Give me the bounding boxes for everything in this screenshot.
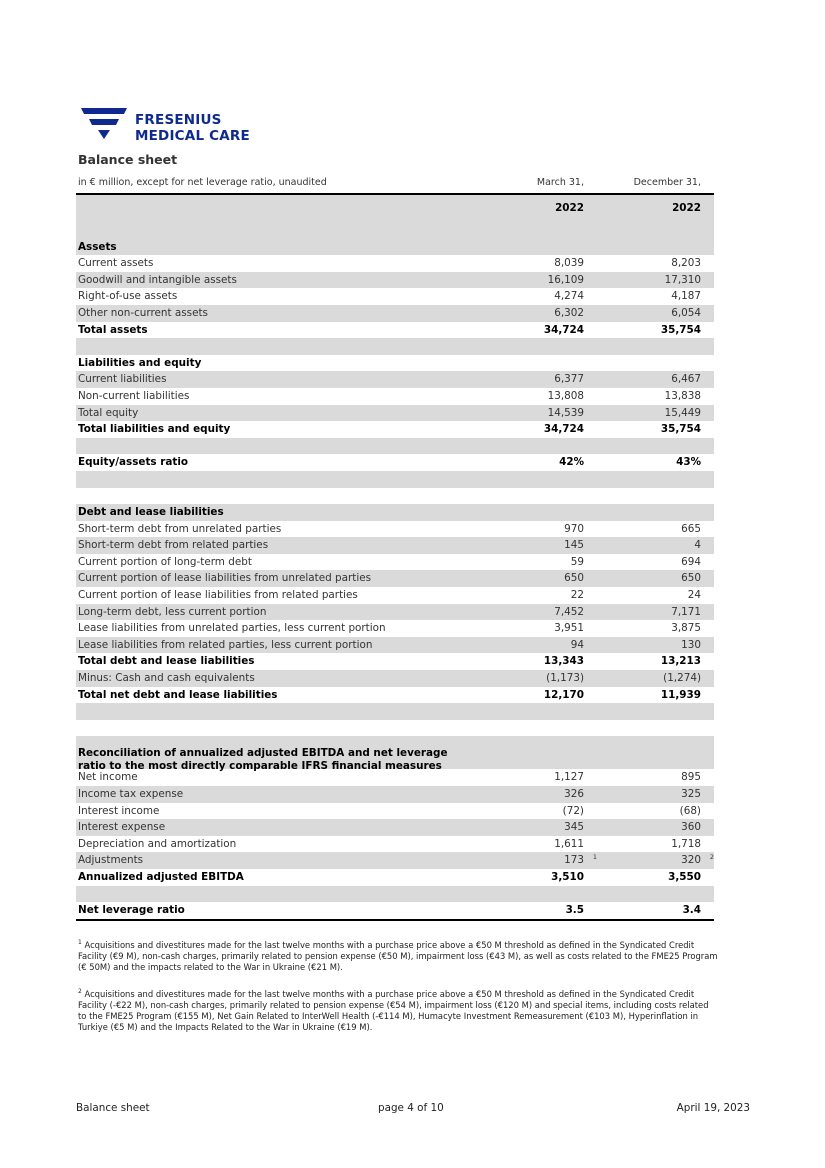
row-label: Annualized adjusted EBITDA (78, 870, 244, 883)
row-label: Current portion of lease liabilities from related parties (78, 589, 358, 602)
year-col2: 2022 (672, 202, 701, 214)
row-label: Current liabilities (78, 373, 167, 386)
section-label: Liabilities and equity (78, 356, 202, 369)
footnote-1-mark: 1 (78, 939, 82, 946)
value-december-2022: 17,310 (664, 273, 701, 286)
value-march-2022: 3,951 (554, 622, 584, 635)
year-col1: 2022 (555, 202, 584, 214)
table-row (76, 836, 714, 853)
footnote-ref-1: 1 (592, 853, 597, 862)
value-march-2022: 326 (564, 788, 584, 800)
logo-text-line1: FRESENIUS (135, 112, 222, 128)
table-row (76, 819, 714, 836)
row-label: Depreciation and amortization (78, 837, 237, 850)
value-march-2022: 13,343 (543, 655, 584, 668)
value-december-2022: 15,449 (664, 406, 701, 419)
spacer-row (76, 338, 714, 355)
table-row (76, 454, 714, 471)
value-december-2022: 43% (676, 456, 701, 469)
table-row (76, 803, 714, 820)
spacer-row (76, 703, 714, 720)
value-december-2022: 665 (681, 522, 701, 535)
value-march-2022: 345 (564, 821, 584, 834)
column-header-march: March 31, (536, 177, 584, 188)
table-row (76, 902, 714, 921)
value-december-2022: 13,838 (664, 389, 701, 402)
table-row (76, 288, 714, 305)
value-december-2022: 8,203 (671, 257, 701, 270)
table-row (76, 554, 714, 571)
spacer-row (76, 438, 714, 455)
spacer-row (76, 222, 714, 239)
value-march-2022: 173 (564, 854, 584, 867)
table-row (76, 637, 714, 654)
footer-left: Balance sheet (76, 1102, 150, 1114)
value-december-2022: 7,171 (671, 605, 701, 618)
table-row (76, 653, 714, 670)
value-march-2022: 1,611 (554, 837, 584, 850)
row-label: Income tax expense (78, 788, 184, 800)
spacer-row (76, 886, 714, 903)
table-row (76, 786, 714, 803)
section-header-row (76, 504, 714, 521)
value-march-2022: (72) (562, 804, 584, 817)
row-label: Goodwill and intangible assets (78, 273, 237, 286)
value-march-2022: (1,173) (546, 672, 584, 685)
balance-sheet-table (76, 195, 714, 921)
row-label: Equity/assets ratio (78, 456, 189, 469)
row-label: Short-term debt from related parties (78, 539, 269, 552)
value-december-2022: 11,939 (660, 688, 701, 701)
row-label: Lease liabilities from unrelated parties, less current portion (78, 622, 386, 635)
row-label: Total liabilities and equity (78, 423, 231, 436)
spacer-row (76, 488, 714, 505)
table-row (76, 852, 714, 869)
section-header-row (76, 736, 714, 773)
value-march-2022: 22 (570, 589, 584, 602)
footnote-2-mark: 2 (78, 987, 82, 995)
page-title: Balance sheet (78, 152, 178, 167)
value-december-2022: 694 (681, 555, 701, 568)
value-march-2022: 34,724 (543, 323, 584, 336)
value-december-2022: 35,754 (660, 323, 701, 336)
row-label: Minus: Cash and cash equivalents (78, 672, 255, 685)
value-december-2022: 895 (681, 771, 701, 784)
value-december-2022: 4,187 (671, 290, 701, 303)
table-row (76, 587, 714, 604)
table-row (76, 388, 714, 405)
row-label: Net income (78, 771, 138, 784)
value-december-2022: 3.4 (682, 904, 701, 917)
value-december-2022: (1,274) (663, 672, 701, 685)
value-march-2022: 6,302 (554, 306, 584, 319)
year-row (76, 195, 714, 222)
table-row (76, 620, 714, 637)
company-logo (80, 106, 280, 146)
value-december-2022: 13,213 (660, 655, 701, 668)
fresenius-logo-icon (80, 106, 128, 146)
row-label: Adjustments (78, 854, 144, 867)
row-label: Interest expense (78, 821, 166, 834)
value-march-2022: 16,109 (547, 273, 584, 286)
value-december-2022: 320 (681, 854, 701, 867)
table-row (76, 322, 714, 339)
row-label: Long-term debt, less current portion (78, 605, 267, 618)
value-december-2022: 360 (681, 821, 701, 834)
value-march-2022: 12,170 (543, 688, 584, 701)
value-march-2022: 13,808 (547, 389, 584, 402)
logo-text-line2: MEDICAL CARE (135, 128, 250, 144)
column-header (78, 177, 713, 194)
table-row (76, 670, 714, 687)
column-header-december: December 31, (633, 177, 701, 188)
table-row (76, 521, 714, 538)
row-label: Total equity (78, 406, 139, 419)
table-row (76, 421, 714, 438)
value-december-2022: (68) (679, 804, 701, 817)
value-march-2022: 650 (564, 572, 584, 585)
row-label: Current portion of lease liabilities from unrelated parties (78, 572, 372, 585)
table-row (76, 687, 714, 704)
value-march-2022: 145 (564, 539, 584, 552)
spacer-row (76, 720, 714, 737)
value-march-2022: 42% (559, 456, 584, 469)
value-march-2022: 94 (570, 638, 584, 651)
row-label: Total debt and lease liabilities (78, 655, 255, 668)
value-december-2022: 6,054 (671, 306, 701, 319)
footnotes (78, 937, 718, 1046)
table-row (76, 769, 714, 786)
value-march-2022: 59 (570, 555, 584, 568)
table-row (76, 570, 714, 587)
footnote-1-text: Acquisitions and divestitures made for the last twelve months with a purchase price above a €50 M threshold as defined in the Syndicated Credit Facility (€9 M), non-cash charges, primarily related to pension expense (€50 M), impairment loss (€43 M), as well as costs related to the FME25 Program (€ 50M) and the impacts related to the War in Ukraine (€21 M). (78, 939, 718, 972)
value-december-2022: 4 (694, 539, 701, 552)
row-label: Non-current liabilities (78, 389, 190, 402)
value-march-2022: 1,127 (554, 771, 584, 784)
row-label: Short-term debt from unrelated parties (78, 522, 282, 535)
table-row (76, 604, 714, 621)
table-row (76, 255, 714, 272)
value-december-2022: 130 (681, 638, 701, 651)
value-december-2022: 35,754 (660, 423, 701, 436)
row-label: Net leverage ratio (78, 904, 185, 917)
value-december-2022: 1,718 (671, 837, 701, 850)
row-label: Total net debt and lease liabilities (78, 688, 278, 701)
table-row (76, 537, 714, 554)
table-row (76, 371, 714, 388)
row-label: Interest income (78, 804, 160, 817)
footnote-1 (78, 937, 718, 973)
value-march-2022: 4,274 (554, 290, 584, 303)
row-label: Lease liabilities from related parties, less current portion (78, 638, 373, 651)
value-december-2022: 325 (681, 788, 701, 800)
value-december-2022: 3,550 (668, 870, 701, 883)
value-march-2022: 3,510 (551, 870, 584, 883)
table-row (76, 305, 714, 322)
table-row (76, 869, 714, 886)
footnote-ref-2: 2 (709, 853, 714, 862)
spacer-row (76, 471, 714, 488)
value-december-2022: 24 (687, 589, 701, 602)
section-label: Assets (78, 240, 117, 253)
units-note: in € million, except for net leverage ratio, unaudited (78, 177, 327, 188)
row-label: Other non-current assets (78, 306, 208, 319)
table-body (76, 222, 714, 921)
table-row (76, 405, 714, 422)
value-march-2022: 6,377 (554, 373, 584, 386)
row-label: Current portion of long-term debt (78, 555, 252, 568)
table-row (76, 272, 714, 289)
section-header-row (76, 355, 714, 372)
footnote-2-text: Acquisitions and divestitures made for the last twelve months with a purchase price above a €50 M threshold as defined in the Syndicated Credit Facility (-€22 M), non-cash charges, primarily related to pension expense (€54 M), impairment loss (€120 M) and special items, including costs related to the FME25 Program (€155 M), Net Gain Related to InterWell Health (-€114 M), Humacyte Investment Remeasurement (€103 M), Hyperinflation in Turkiye (€5 M) and the Impacts Related to the War in Ukraine (€19 M). (78, 988, 709, 1032)
value-march-2022: 14,539 (547, 406, 584, 419)
value-december-2022: 3,875 (671, 622, 701, 635)
value-march-2022: 970 (564, 522, 584, 535)
footer-date: April 19, 2023 (676, 1102, 750, 1114)
row-label: Right-of-use assets (78, 290, 178, 303)
page-number: page 4 of 10 (378, 1102, 444, 1114)
section-label: Debt and lease liabilities (78, 506, 224, 519)
value-march-2022: 34,724 (543, 423, 584, 436)
value-march-2022: 3.5 (565, 904, 584, 917)
section-header-row (76, 239, 714, 256)
value-march-2022: 7,452 (554, 605, 584, 618)
row-label: Current assets (78, 257, 154, 270)
value-march-2022: 8,039 (554, 257, 584, 270)
footnote-2 (78, 986, 718, 1033)
row-label: Total assets (78, 323, 148, 336)
value-december-2022: 6,467 (671, 373, 701, 386)
section-label: Reconciliation of annualized adjusted EBITDA and net leverage ratio to the most directly comparable IFRS financial measures (78, 747, 448, 773)
value-december-2022: 650 (681, 572, 701, 585)
